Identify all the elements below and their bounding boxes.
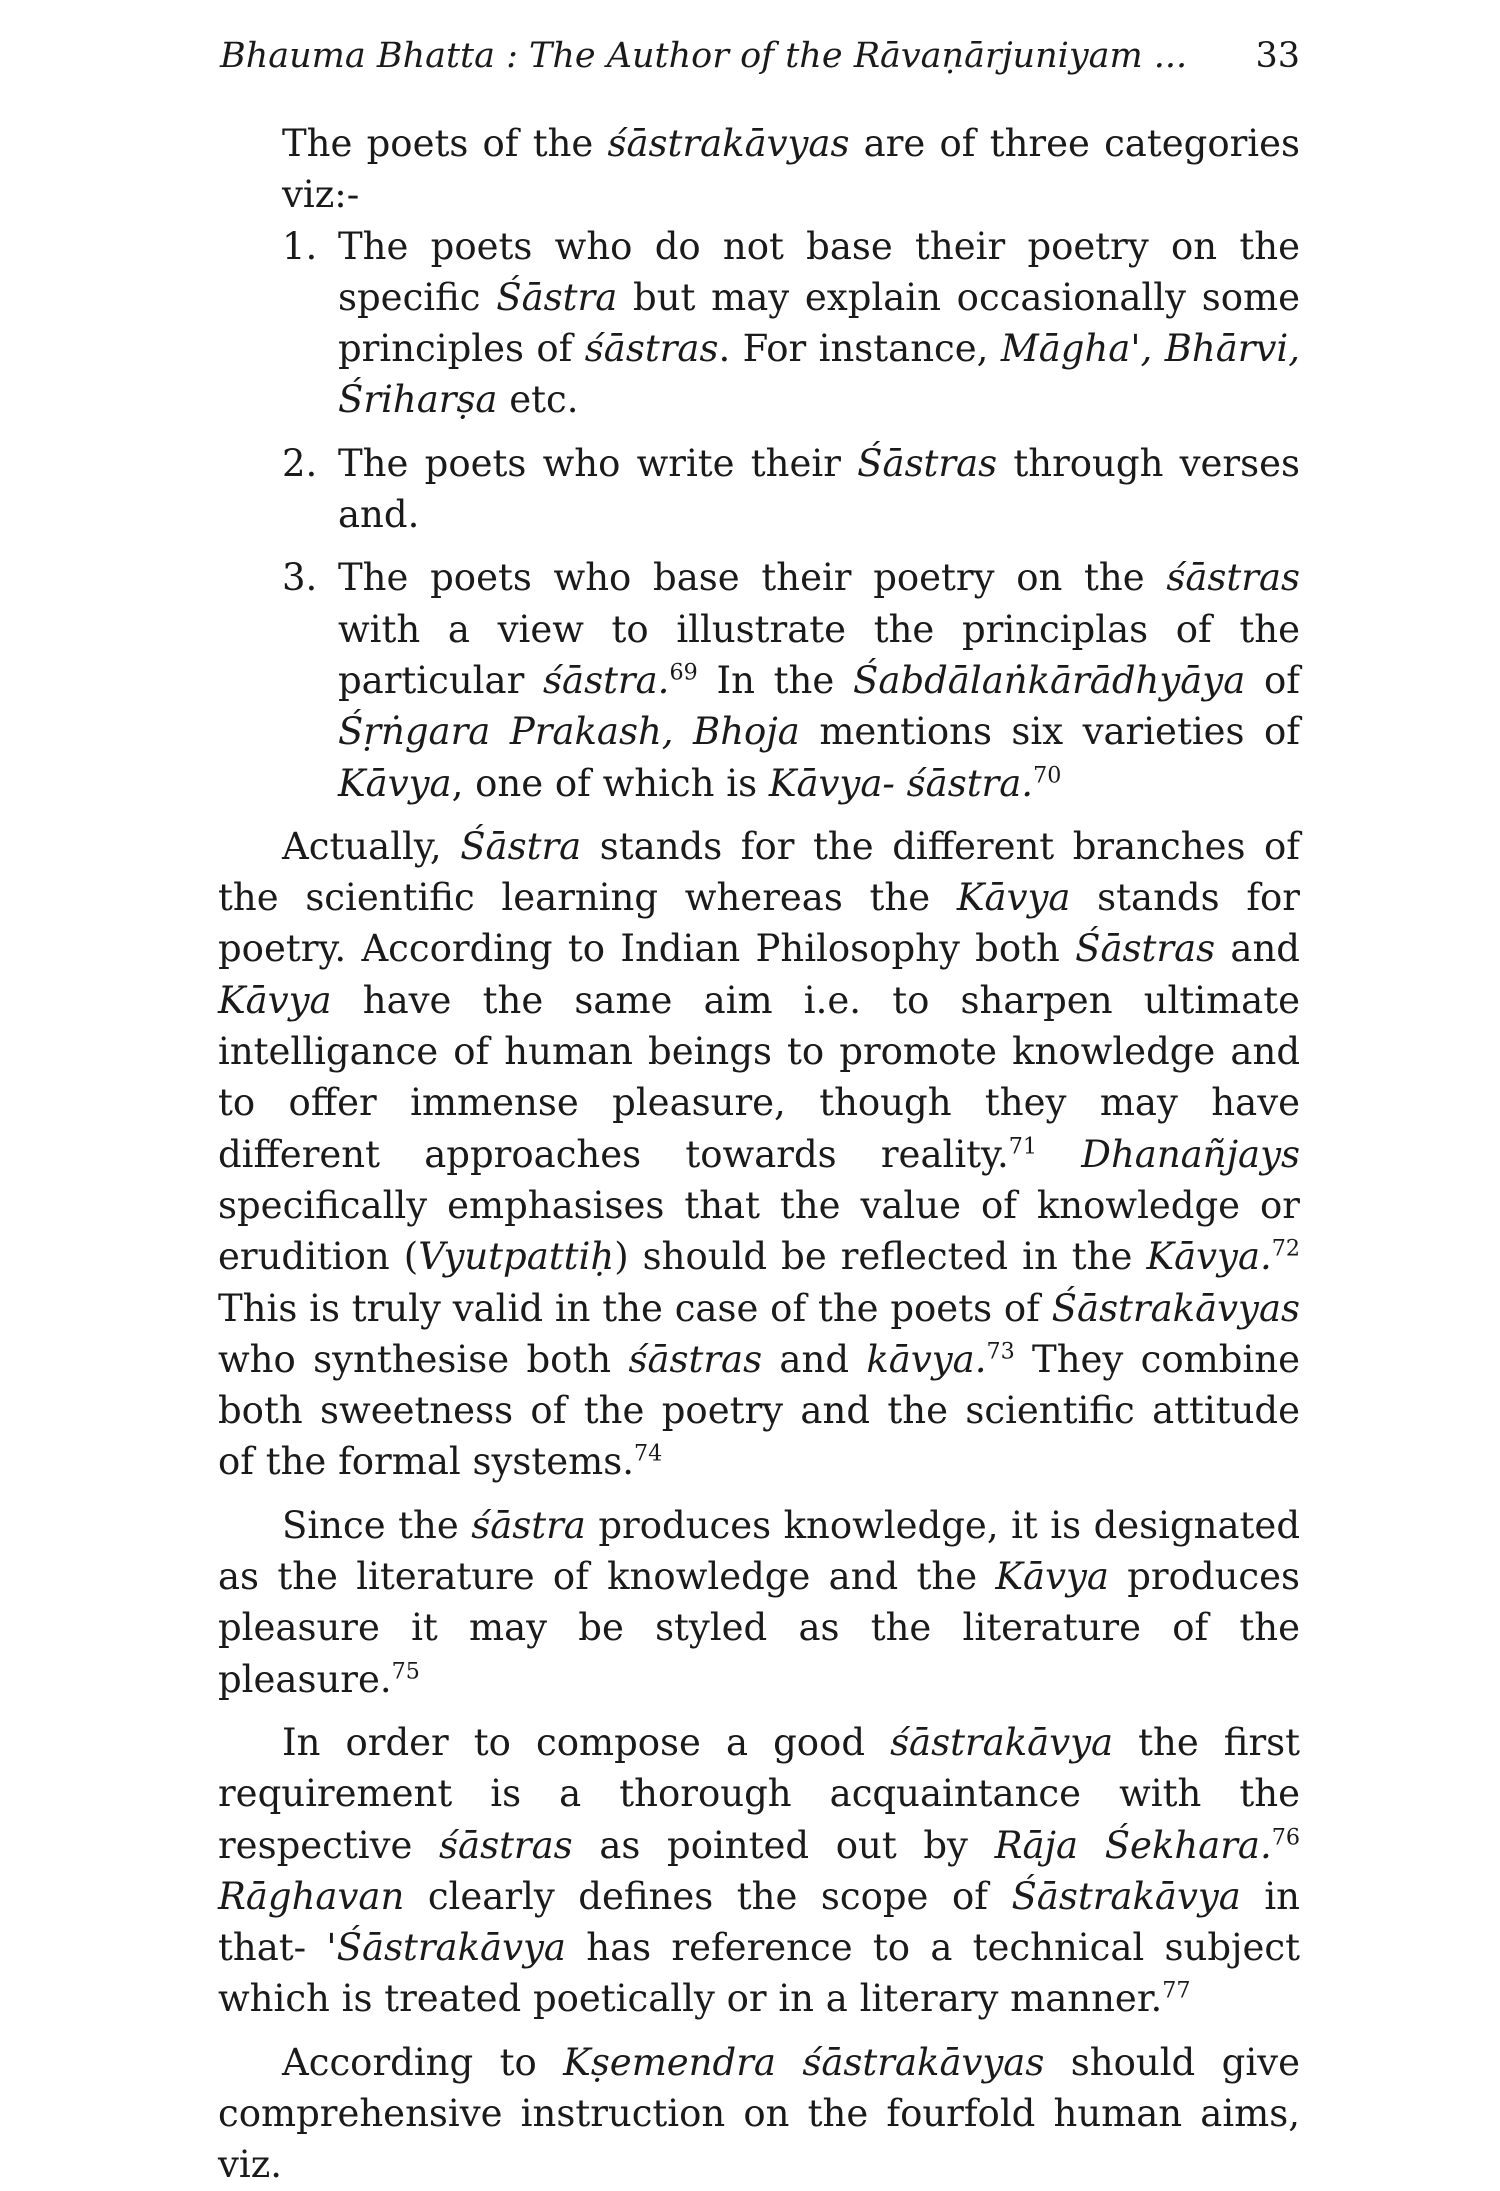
list-item-number: 1. — [282, 224, 318, 268]
page-number: 33 — [1255, 36, 1300, 76]
body-text — [218, 118, 1300, 2191]
footnote-ref: 77 — [1162, 1978, 1191, 2005]
list-item-number: 2. — [282, 441, 318, 485]
footnote-ref: 73 — [986, 1338, 1015, 1365]
paragraph: Since the śāstra produces knowledge, it is designated as the literature of knowledge and the Kāvya produces pleasure it may be styled as the literature of the pleasure.$^{75}$ — [218, 1503, 1301, 1701]
list-item-number: 3. — [282, 556, 318, 600]
list-item: 1. The poets who do not base their poetry on the specific Śāstra but may explain occasionally some principles of śāstras. For instance, Māgha', Bhārvi, Śriharṣa etc. — [218, 221, 1300, 426]
list-item: 3. The poets who base their poetry on the śāstras with a view to illustrate the principlas of the particular śāstra.$^{69}$ In the Śabdālaṅkārādhyāya of Śṛṅgara Prakash, Bhoja mentions six varieties of Kāvya, one of which is Kāvya- śāstra.$^{70}$ — [218, 552, 1300, 808]
paragraph: In order to compose a good śāstrakāvya the first requirement is a thorough acquaintance with the respective śāstras as pointed out by Rāja Śekhara.$^{76}$ Rāghavan clearly defines the scope of Śāstrakāvya in that- 'Śāstrakāvya has reference to a technical subject which is treated poetically or in a literary manner.$^{77}$ — [218, 1720, 1300, 2021]
footnote-ref: 72 — [1271, 1235, 1300, 1262]
paragraph: Actually, Śāstra stands for the different branches of the scientific learning whereas the Kāvya stands for poetry. According to Indian Philosophy both Śāstras and Kāvya have the same aim i.e. to sharpen ultimate intelligance of human beings to promote knowledge and to offer immense pleasure, though they may have different approaches towards reality.$^{71}$ Dhanañjays specifically emphasises that the value of knowledge or erudition (Vyutpattiḥ) should be reflected in the Kāvya.$^{72}$ This is truly valid in the case of the poets of Śāstrakāvyas who synthesise both śāstras and kāvya.$^{73}$ They combine both sweetness of the poetry and the scientific attitude of the formal systems.$^{74}$ — [218, 824, 1300, 1484]
running-head — [220, 26, 1300, 86]
running-head-title: Bhauma Bhatta : The Author of the Rāvaṇārjuniyam ... — [220, 36, 1188, 76]
footnote-ref: 74 — [633, 1441, 663, 1468]
list-item: 2. The poets who write their Śāstras through verses and. — [218, 438, 1300, 541]
footnote-ref: 71 — [1008, 1133, 1038, 1160]
paragraph: According to Kṣemendra śāstrakāvyas should give comprehensive instruction on the fourfold human aims, viz. — [218, 2040, 1300, 2187]
footnote-ref: 69 — [669, 659, 698, 686]
intro-paragraph: The poets of the śāstrakāvyas are of three categories viz:- — [282, 122, 1300, 217]
categories-list — [218, 221, 1300, 809]
footnote-ref: 76 — [1271, 1824, 1300, 1851]
footnote-ref: 70 — [1033, 762, 1062, 789]
footnote-ref: 75 — [391, 1658, 420, 1685]
